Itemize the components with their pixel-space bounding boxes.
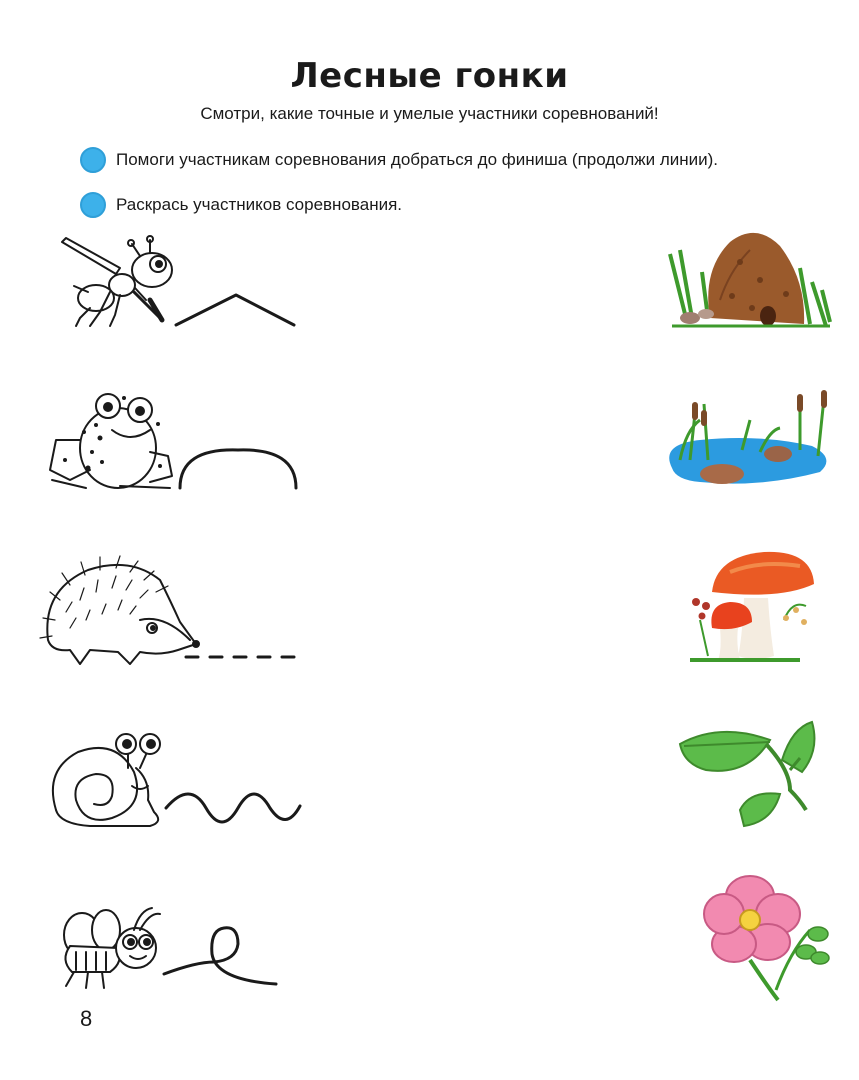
fly-icon (64, 908, 160, 988)
task-2-text: Раскрась участников соревнования. (116, 195, 403, 214)
task-1-text: Помоги участникам соревнования добраться до финиша (продолжи линии). (116, 150, 719, 169)
pond-icon (669, 390, 827, 484)
mushroom-icon (690, 552, 814, 660)
zigzag-line (176, 295, 294, 325)
page-number: 8 (80, 1006, 93, 1031)
wave-line (166, 794, 300, 822)
flower-icon (704, 876, 829, 1000)
snail-icon (53, 734, 160, 826)
leaf-icon (680, 722, 814, 826)
ant-icon (62, 236, 172, 326)
page-subtitle: Смотри, какие точные и умелые участники соревнований! (200, 104, 659, 123)
page-title: Лесные гонки (290, 56, 569, 96)
arc-line (180, 450, 296, 488)
anthill-icon (670, 233, 830, 326)
frog-icon (50, 394, 172, 488)
loop-line (164, 928, 276, 984)
hedgehog-icon (40, 556, 199, 664)
